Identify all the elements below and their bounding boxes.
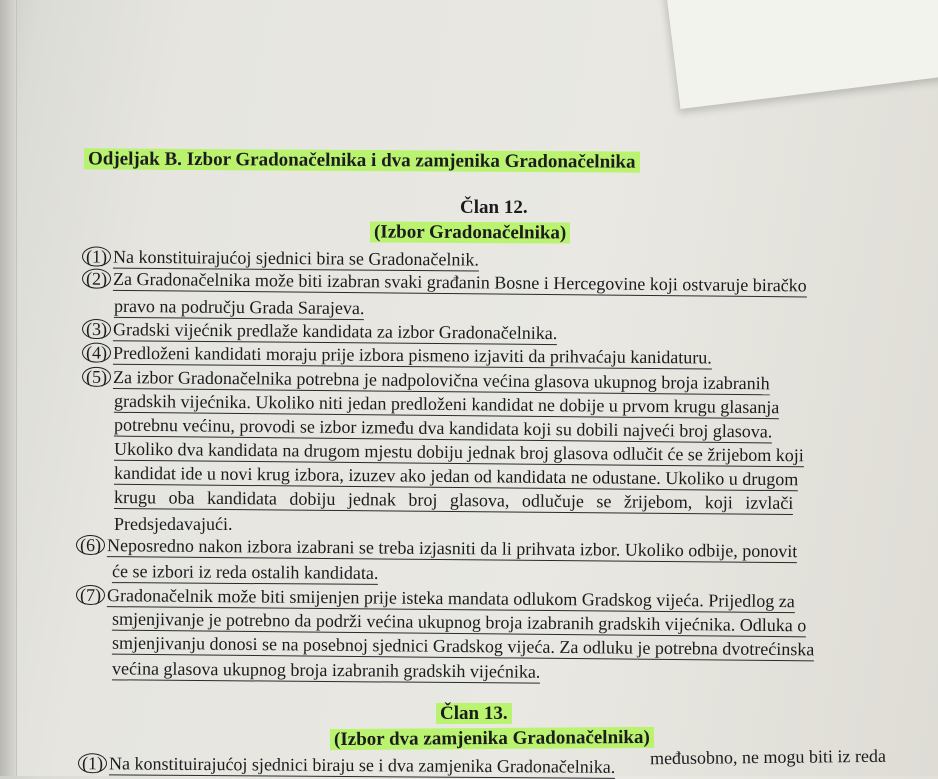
paragraph-text: Neposredno nakon izbora izabrani se treba izjasniti da li prihvata izbor. Ukoliko odbije, ponovit — [106, 535, 798, 562]
paragraph-text: smjenjivanje je potrebno da podrži većina ukupnog broja izabranih gradskih vijećnika. Odluka o — [111, 608, 807, 636]
article-12-subtitle-text: (Izbor Gradonačelnika) — [370, 221, 570, 243]
paragraph-text: gradskih vijećnika. Ukoliko niti jedan predloženi kandidat ne dobije u prvom krugu glasanja — [113, 390, 780, 418]
paragraph-text: Za izbor Gradonačelnika potrebna je nadpolovična većina glasova ukupnog broja izabranih — [112, 366, 770, 394]
paragraph-number-circled: (4) — [82, 343, 111, 363]
article-13-subtitle-text: (Izbor dva zamjenika Gradonačelnika) — [330, 727, 654, 750]
paragraph-text: većina glasova ukupnog broja izabranih gradskih vijećnika. — [111, 658, 541, 682]
paragraph-text: Gradonačelnik može biti smijenjen prije isteka mandata odlukom Gradskog vijeća. Prijedlog za — [106, 585, 795, 612]
paragraph-text: međusobno, ne mogu biti iz reda — [649, 745, 887, 769]
paragraph-text: Za Gradonačelnika može biti izabran svaki građanin Bosne i Hercegovine koji ostvaruje biračko — [112, 268, 807, 296]
paragraph-text: krugu oba kandidata dobiju jednak broj glasova, odlučuje se žrijebom, koji izvlači — [113, 487, 794, 513]
paragraph-number-circled: (1) — [82, 246, 111, 266]
article-13-line — [78, 752, 615, 778]
article-12-line — [114, 486, 794, 514]
article-12-line — [82, 342, 712, 369]
article-12-title — [460, 197, 528, 219]
article-12-line — [112, 560, 379, 584]
section-heading — [84, 148, 640, 173]
paragraph-number-circled: (5) — [82, 367, 111, 387]
article-13-title — [436, 703, 512, 725]
paragraph-text: Ukoliko dva kandidata na drugom mjestu dobiju jednak broj glasova odlučit će se žrijebom koji — [113, 438, 804, 466]
article-13-title-text: Član 13. — [436, 703, 512, 724]
paragraph-text: Gradski vijećnik predlaže kandidata za izbor Gradonačelnika. — [112, 319, 558, 344]
article-12-line — [114, 295, 365, 319]
paragraph-number-circled: (1) — [78, 753, 107, 773]
article-12-line — [82, 245, 479, 270]
article-12-line — [82, 268, 807, 297]
paragraph-text: pravo na području Grada Sarajeva. — [113, 295, 365, 319]
paragraph-text: kandidat ide u novi krug izbora, izuzev ako jedan od kandidata ne odustane. Ukoliko u drugom — [113, 462, 799, 490]
article-12-title-text: Član 12. — [460, 197, 528, 218]
paragraph-text: Na konstituirajućoj sjednici biraju se i dva zamjenika Gradonačelnika. — [108, 753, 616, 777]
article-12-line — [82, 318, 557, 344]
paragraph-text: Predloženi kandidati moraju prije izbora pismeno izjaviti da prihvaćaju kanidaturu. — [112, 342, 712, 368]
paragraph-text: će se izbori iz reda ostalih kandidata. — [111, 561, 379, 583]
paragraph-text: potrebnu većinu, provodi se izbor između dva kandidata koji su dobili najveći broj glasova. — [113, 414, 773, 442]
paragraph-number-circled: (6) — [76, 535, 105, 555]
article-12-line — [114, 513, 232, 535]
article-12-line — [112, 657, 541, 682]
paragraph-number-circled: (7) — [76, 585, 105, 605]
paragraph-number-circled: (2) — [82, 269, 111, 289]
article-12-line — [76, 534, 797, 562]
article-12-subtitle — [370, 221, 570, 244]
paragraph-number-circled: (3) — [82, 319, 111, 339]
section-heading-text: Odjeljak B. Izbor Gradonačelnika i dva zamjenika Gradonačelnika — [84, 148, 640, 172]
paragraph-text: smjenjivanju donosi se na posebnoj sjednici Gradskog vijeća. Za odluku je potrebna dvotrećinska — [111, 632, 815, 660]
paragraph-text: Predsjedavajući. — [114, 514, 233, 534]
article-13-line — [650, 745, 886, 769]
article-13-subtitle — [330, 727, 654, 751]
paragraph-text: Na konstituirajućoj sjednici bira se Gradonačelnik. — [112, 246, 479, 270]
